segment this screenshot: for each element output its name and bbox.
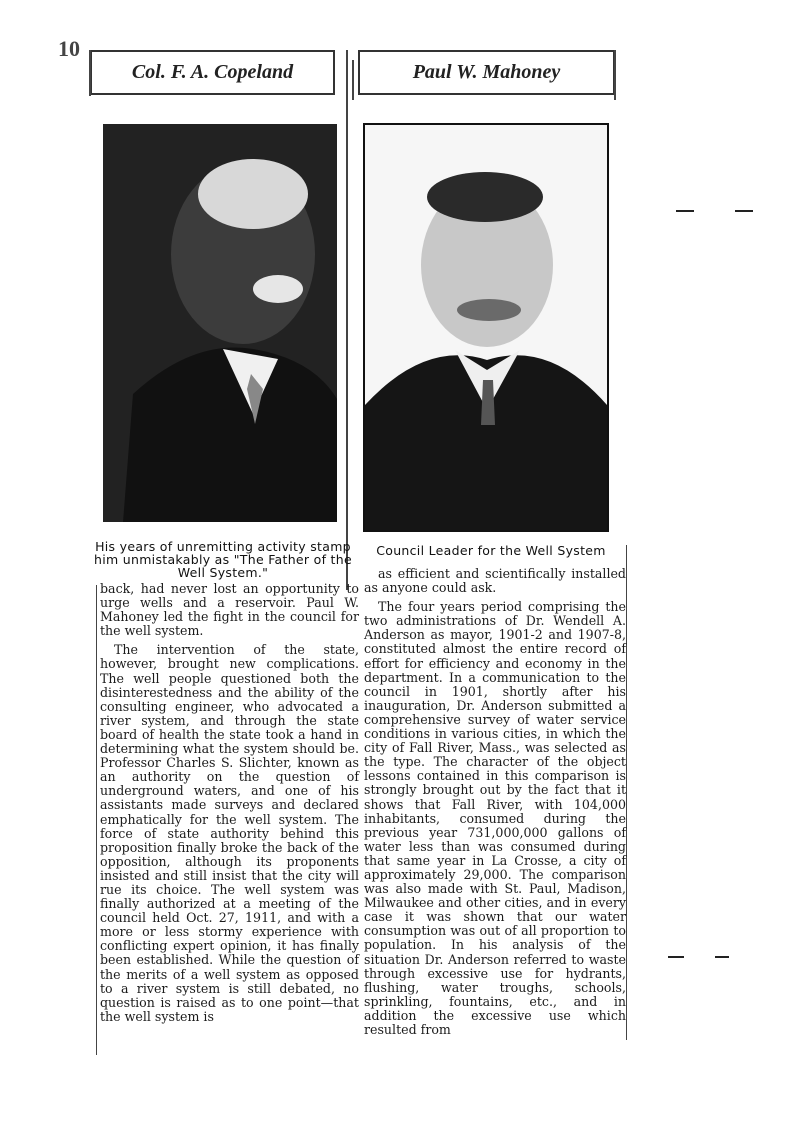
- header-name-left: Col. F. A. Copeland: [90, 50, 335, 95]
- scan-mark: [715, 956, 729, 958]
- paragraph: back, had never lost an opportunity to urge wells and a reservoir. Paul W. Mahoney led the fight in the council for the well system.: [100, 581, 359, 639]
- scan-mark: [668, 956, 684, 958]
- column-rule-center-2: [352, 60, 354, 100]
- paragraph: The intervention of the state, however, brought new complications. The well people questioned both the disinterestedness and the ability of the consulting engineer, who advocated a river system, and through the state board of health the state took a hand in determining what the system should be. Professor Charles S. Slichter, known as an authority on the question of underground waters, and one of his assistants made surveys and declared emphatically for the well system. The force of state authority behind this proposition finally broke the back of the opposition, although its proponents insisted and still insist that the city will rue its choice. The well system was finally authorized at a meeting of the council held Oct. 27, 1911, and with a more or less stormy experience with conflicting expert opinion, it has finally been established. While the question of the merits of a well system as opposed to a river system is still debated, no question is raised as to one point—that the well system is: [100, 642, 359, 1024]
- paragraph: as efficient and scientifically installed as anyone could ask.: [364, 566, 626, 596]
- paragraph: The four years period comprising the two administrations of Dr. Wendell A. Anderson as mayor, 1901-2 and 1907-8, constituted almost the entire record of effort for efficiency and economy in the department. In a communication to the council in 1901, shortly after his inauguration, Dr. Anderson submitted a comprehensive survey of water service conditions in various cities, in which the city of Fall River, Mass., was selected as the type. The character of the object lessons contained in this comparison is strongly brought out by the fact that it shows that Fall River, with 104,000 inhabitants, consumed during the previous year 731,000,000 gallons of water less than was consumed during that same year in La Crosse, a city of approximately 29,000. The comparison was also made with St. Paul, Madison, Milwaukee and other cities, and in every case it was shown that our water consumption was out of all proportion to population. In his analysis of the situation Dr. Anderson referred to waste through excessive use for hydrants, flushing, water troughs, schools, sprinkling, fountains, etc., and in addition the excessive use which resulted from: [364, 599, 626, 1037]
- column-rule-left-lower: [96, 585, 97, 1055]
- portrait-copeland: [103, 124, 337, 522]
- page-number: 10: [58, 36, 80, 61]
- column-rule-right: [614, 50, 616, 100]
- header-name-right: Paul W. Mahoney: [358, 50, 615, 95]
- column-rule-left: [89, 50, 91, 96]
- article-column-left: [100, 582, 359, 1024]
- article-column-right: [364, 562, 626, 1037]
- column-rule-right-lower: [626, 545, 627, 1040]
- caption-copeland: His years of unremitting activity stamp him unmistakably as "The Father of the Well System.": [94, 539, 352, 580]
- caption-mahoney: Council Leader for the Well System: [376, 543, 606, 558]
- portrait-mahoney: [363, 123, 609, 532]
- scan-mark: [676, 210, 694, 212]
- column-rule-center: [346, 50, 348, 590]
- scan-mark: [735, 210, 753, 212]
